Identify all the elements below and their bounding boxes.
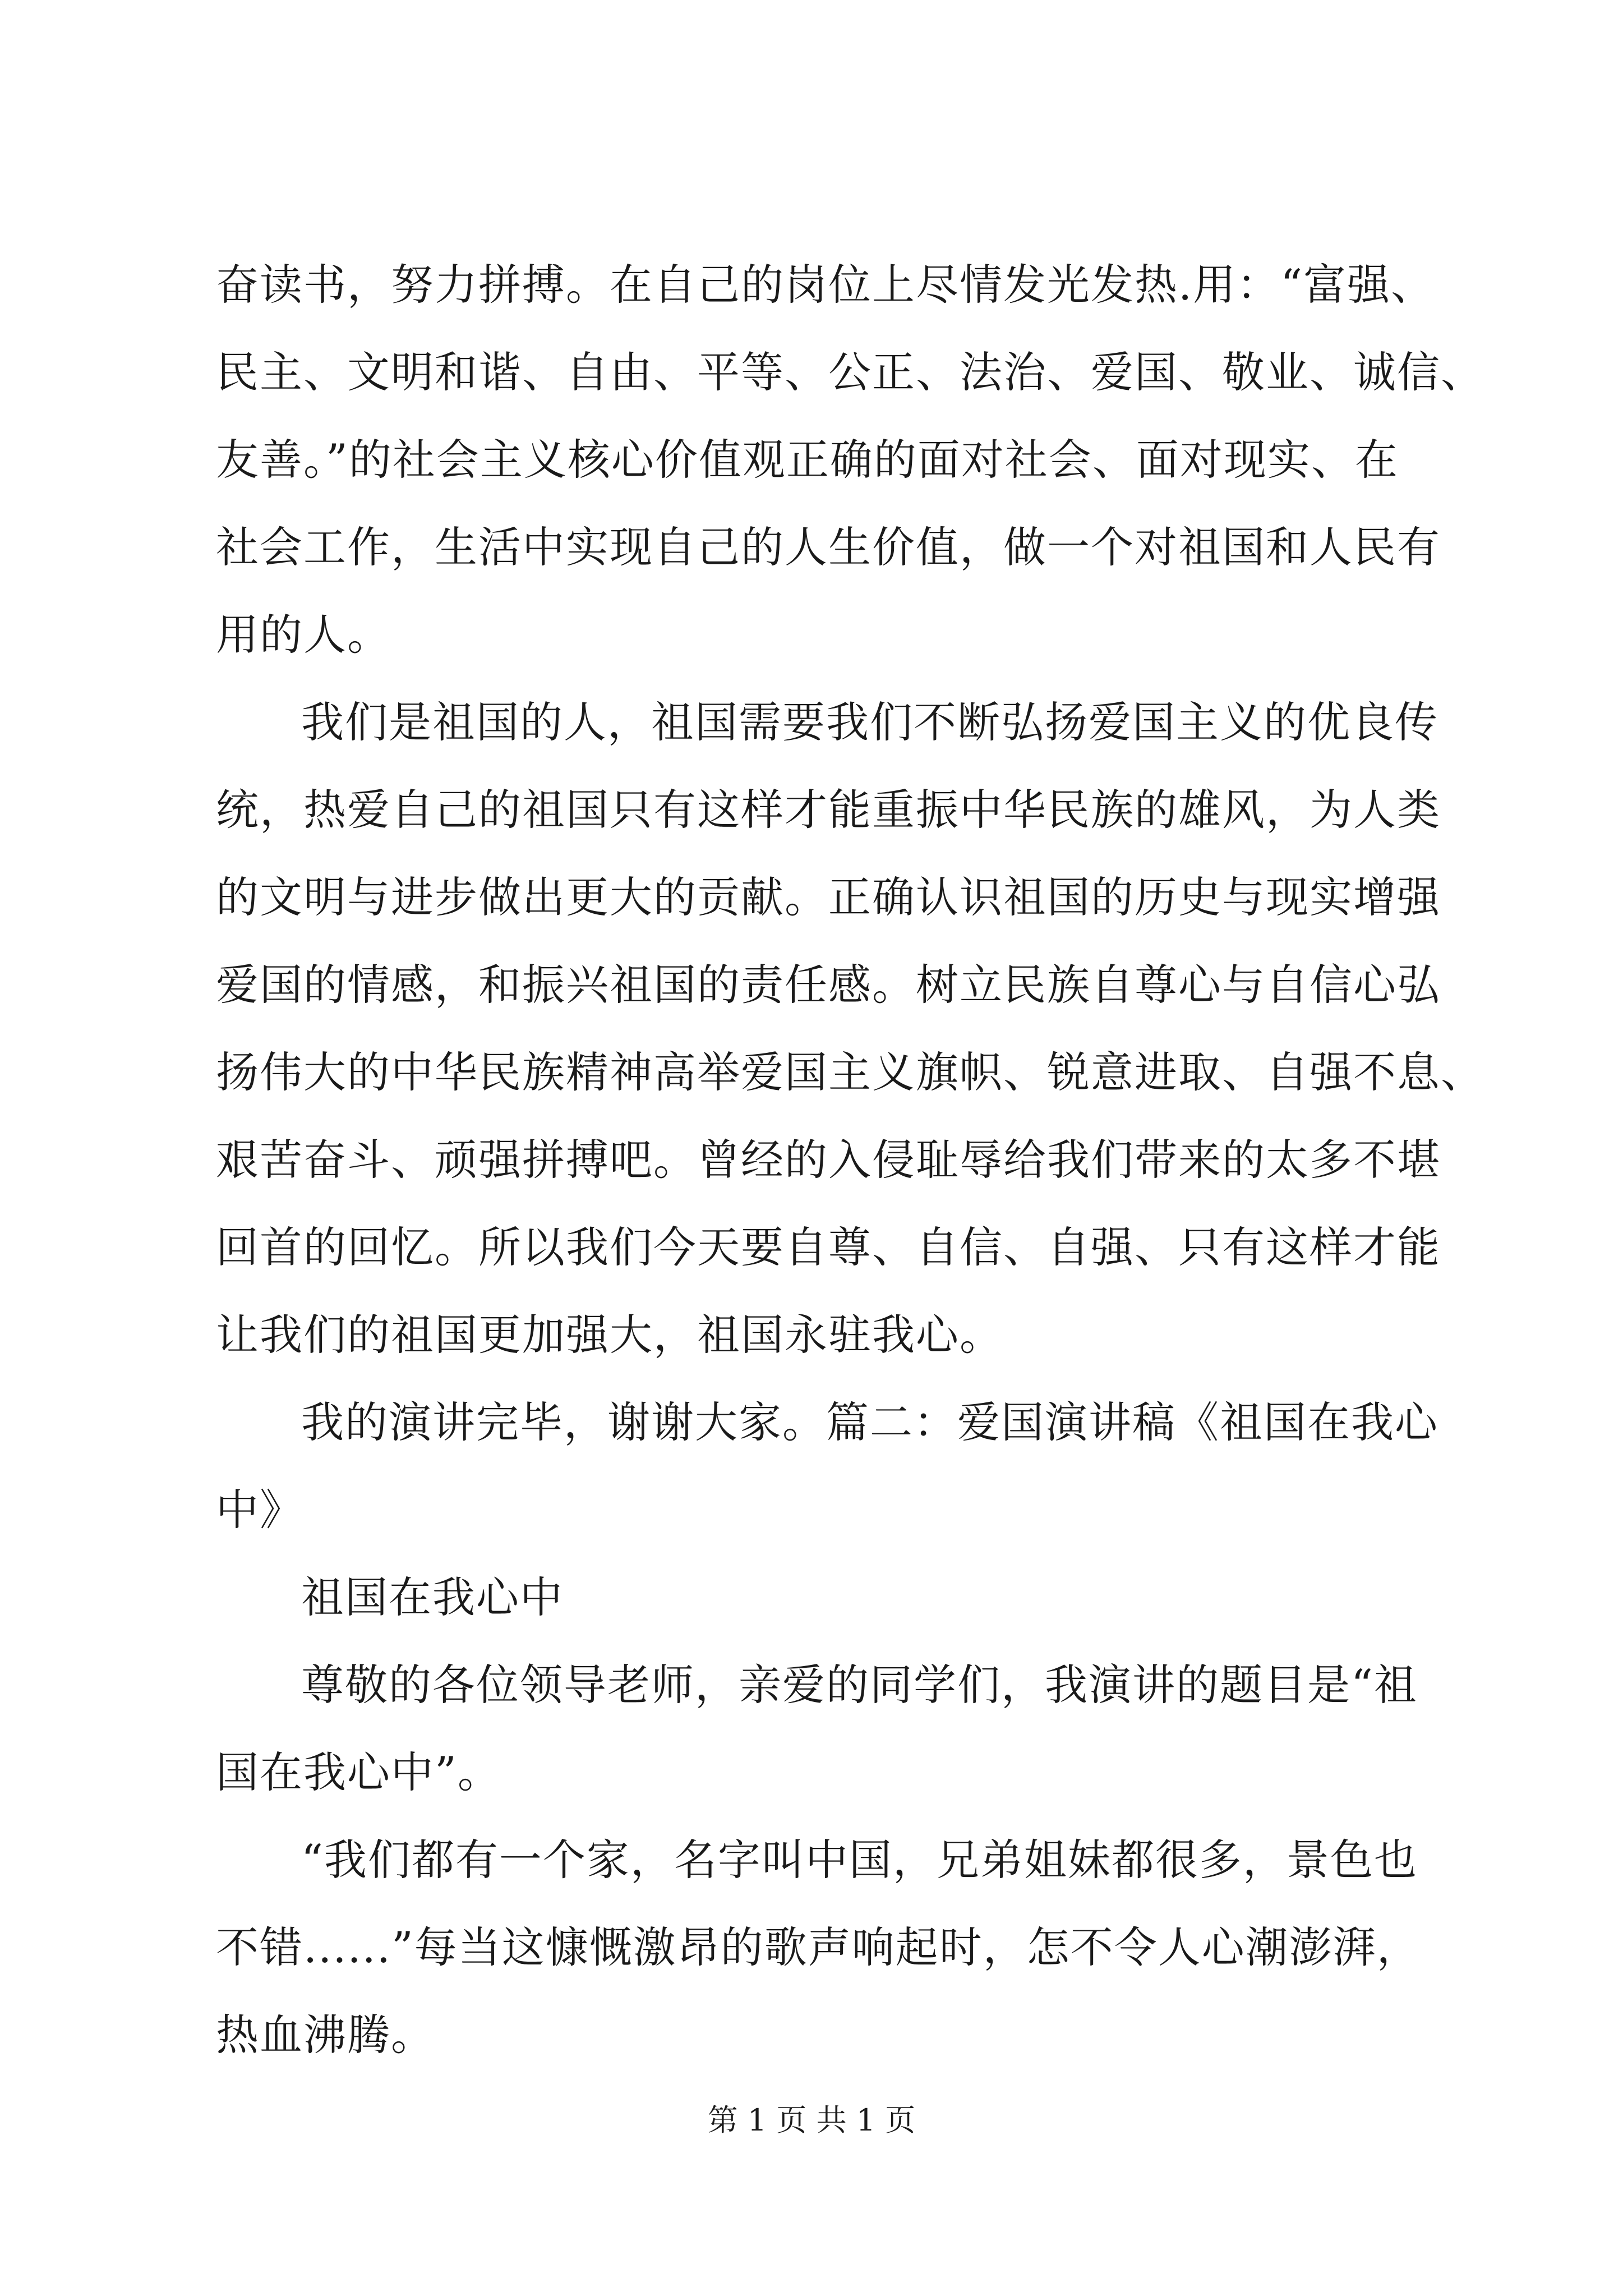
page-footer <box>0 2101 1623 2140</box>
text-line: 尊敬的各位领导老师，亲爱的同学们，我演讲的题目是“祖 <box>301 1660 1418 1710</box>
text-line: 回首的回忆。所以我们今天要自尊、自信、自强、只有这样才能 <box>216 1222 1441 1272</box>
text-line: 热血沸腾。 <box>216 2010 435 2060</box>
text-line: 扬伟大的中华民族精神高举爱国主义旗帜、锐意进取、自强不息、 <box>216 1047 1484 1097</box>
text-line: 社会工作，生活中实现自己的人生价值，做一个对祖国和人民有 <box>216 522 1441 572</box>
text-line: 友善。”的社会主义核心价值观正确的面对社会、面对现实、在 <box>216 435 1399 485</box>
text-line: 让我们的祖国更加强大，祖国永驻我心。 <box>216 1310 1003 1360</box>
text-line: 我的演讲完毕，谢谢大家。篇二：爱国演讲稿《祖国在我心 <box>301 1397 1438 1447</box>
paragraph <box>216 679 1484 1379</box>
paragraph <box>216 1641 1424 1816</box>
paragraph <box>216 1816 1424 2079</box>
document-body <box>216 241 1484 2079</box>
text-line: 统，热爱自己的祖国只有这样才能重振中华民族的雄风，为人类 <box>216 785 1441 835</box>
text-line: “我们都有一个家，名字叫中国，兄弟姐妹都很多，景色也 <box>301 1835 1418 1885</box>
text-line: 国在我心中”。 <box>216 1747 501 1797</box>
paragraph <box>216 1554 1424 1641</box>
text-line: 祖国在我心中 <box>301 1572 564 1622</box>
page-number-label: 第 1 页 共 1 页 <box>707 2102 916 2138</box>
text-line: 民主、文明和谐、自由、平等、公正、法治、爱国、敬业、诚信、 <box>216 347 1484 397</box>
text-line: 艰苦奋斗、顽强拼搏吧。曾经的入侵耻辱给我们带来的太多不堪 <box>216 1135 1441 1185</box>
text-line: 用的人。 <box>216 610 391 660</box>
text-line: 的文明与进步做出更大的贡献。正确认识祖国的历史与现实增强 <box>216 872 1441 922</box>
text-line: 不错......”每当这慷慨激昂的歌声响起时，怎不令人心潮澎湃， <box>216 1922 1421 1972</box>
text-line: 奋读书，努力拼搏。在自己的岗位上尽情发光发热.用：“富强、 <box>216 260 1435 310</box>
text-line: 我们是祖国的人，祖国需要我们不断弘扬爱国主义的优良传 <box>301 697 1438 747</box>
text-line: 爱国的情感，和振兴祖国的责任感。树立民族自尊心与自信心弘 <box>216 960 1441 1010</box>
paragraph <box>216 1379 1438 1554</box>
paragraph <box>216 241 1484 679</box>
text-line: 中》 <box>216 1485 303 1535</box>
